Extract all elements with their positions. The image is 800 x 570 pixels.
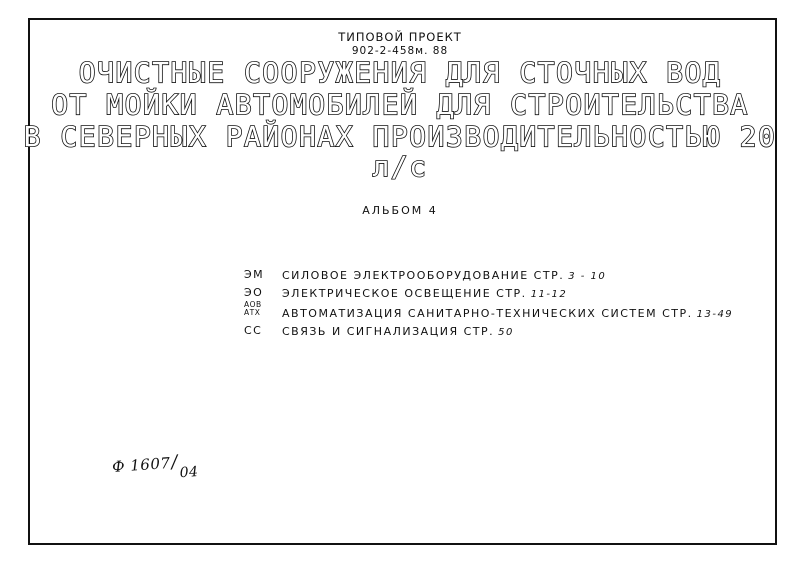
section-code-top: АОВ [244, 300, 262, 309]
contents-item [244, 266, 784, 284]
title-line-3: В СЕВЕРНЫХ РАЙОНАХ ПРОИЗВОДИТЕЛЬНОСТЬЮ 20 л/с [23, 120, 777, 183]
stamp-slash: / [170, 451, 179, 473]
section-code: ЭО [244, 286, 264, 299]
title-line-1: ОЧИСТНЫЕ СООРУЖЕНИЯ ДЛЯ СТОЧНЫХ ВОД [78, 56, 722, 89]
section-code: СС [244, 324, 263, 337]
section-title [282, 269, 606, 282]
section-title [282, 307, 733, 320]
project-code: 902-2-458м. 88 [351, 45, 449, 57]
title-line-2: ОТ МОЙКИ АВТОМОБИЛЕЙ ДЛЯ СТРОИТЕЛЬСТВА [51, 88, 749, 121]
contents-item [244, 302, 784, 322]
document-type-label: ТИПОВОЙ ПРОЕКТ [338, 30, 462, 44]
inventory-stamp [111, 450, 200, 482]
contents-item [244, 322, 784, 340]
contents-list [244, 266, 784, 340]
section-pages: 13-49 [696, 309, 734, 320]
stamp-sub: 04 [179, 463, 200, 482]
album-number: АЛЬБОМ 4 [362, 204, 438, 217]
section-title-text: СВЯЗЬ И СИГНАЛИЗАЦИЯ СТР. [282, 325, 495, 338]
section-title-text: АВТОМАТИЗАЦИЯ САНИТАРНО-ТЕХНИЧЕСКИХ СИСТЕМ СТР. [282, 307, 693, 320]
contents-item [244, 284, 784, 302]
section-pages: 50 [498, 327, 514, 338]
section-code [244, 301, 278, 316]
section-code: ЭМ [244, 268, 265, 281]
section-code-bottom: АТХ [244, 307, 261, 317]
stamp-main: Ф 1607 [111, 453, 172, 476]
section-title-text: ЭЛЕКТРИЧЕСКОЕ ОСВЕЩЕНИЕ СТР. [282, 287, 527, 300]
section-title [282, 287, 567, 300]
section-title-text: СИЛОВОЕ ЭЛЕКТРООБОРУДОВАНИЕ СТР. [282, 269, 565, 282]
section-pages: 3 - 10 [568, 271, 607, 282]
section-title [282, 325, 514, 338]
section-pages: 11-12 [530, 289, 568, 300]
